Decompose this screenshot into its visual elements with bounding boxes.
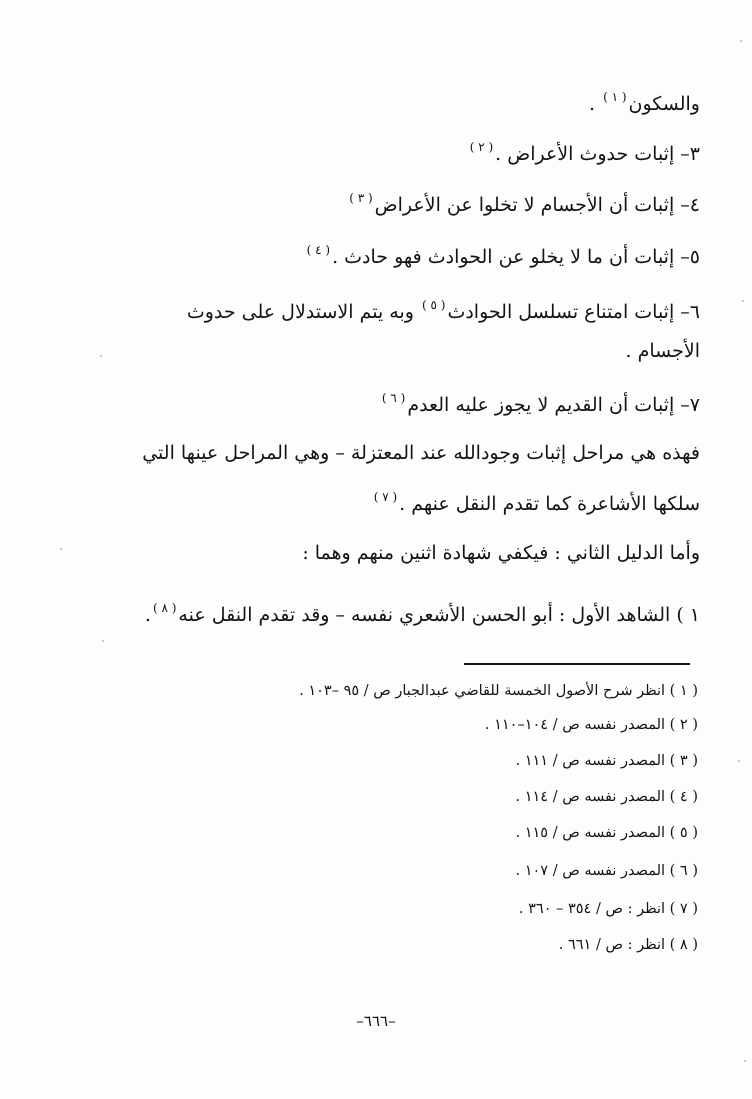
scan-speck [744,1060,746,1062]
footnote-ref-1: ( ١ ) [603,90,627,104]
footnote-ref-2: ( ٢ ) [469,140,494,154]
scan-speck [740,40,742,42]
body-line-3: ٤– إثبات أن الأجسام لا تخلوا عن الأعراض$^{( ٣ )}$ [349,191,700,216]
body-line-9: سلكها الأشاعرة كما تقدم النقل عنهم .$^{( ٧ )}$ [373,490,700,515]
footnote-1: ( ١ ) انظر شرح الأصول الخمسة للقاضي عبدالجبار ص / ٩٥ –١٠٣ . [299,683,698,699]
body-line-5: ٦– إثبات امتناع تسلسل الحوادث$^{( ٥ )}$ وبه يتم الاستدلال على حدوث [186,298,700,323]
body-line-2: ٣– إثبات حدوث الأعراض .$^{( ٢ )}$ [469,140,700,165]
page-number: –٦٦٦– [356,1012,396,1030]
scan-speck [738,760,740,762]
footnote-ref-3: ( ٣ ) [349,191,373,205]
footnote-4: ( ٤ ) المصدر نفسه ص / ١١٤ . [515,789,698,805]
footnote-ref-5: ( ٥ ) [422,298,446,312]
scan-speck [60,548,62,550]
body-line-8: فهذه هي مراحل إثبات وجودالله عند المعتزلة – وهي المراحل عينها التي [142,442,700,464]
body-line-4: ٥– إثبات أن ما لا يخلو عن الحوادث فهو حادث .$^{( ٤ )}$ [306,243,700,268]
footnote-5: ( ٥ ) المصدر نفسه ص / ١١٥ . [515,825,698,841]
footnote-ref-7: ( ٧ ) [373,490,398,504]
body-line-1: والسكون$^{( ١ )}$ . [588,90,700,115]
footnote-separator [464,663,690,665]
footnote-ref-8: ( ٨ ) [152,601,177,615]
footnote-7: ( ٧ ) انظر : ص / ٣٥٤ – ٣٦٠ . [518,901,698,917]
footnote-6: ( ٦ ) المصدر نفسه ص / ١٠٧ . [515,863,698,879]
scan-speck [742,300,744,302]
scan-speck [102,640,104,642]
scan-speck [100,355,102,357]
body-line-11: ١ ) الشاهد الأول : أبو الحسن الأشعري نفسه – وقد تقدم النقل عنه$^{( ٨ )}$. [144,601,700,626]
body-line-10: وأما الدليل الثاني : فيكفي شهادة اثنين منهم وهما : [302,542,700,564]
body-line-6: الأجسام . [625,340,700,362]
footnote-3: ( ٣ ) المصدر نفسه ص / ١١١ . [515,753,698,769]
footnote-2: ( ٢ ) المصدر نفسه ص / ١٠٤–١١٠ . [484,717,698,733]
footnote-ref-6: ( ٦ ) [381,391,406,405]
footnote-8: ( ٨ ) انظر : ص / ٦٦١ . [558,937,698,953]
body-line-7: ٧– إثبات أن القديم لا يجوز عليه العدم$^{( ٦ )}$ [381,391,700,416]
footnote-ref-4: ( ٤ ) [306,243,331,257]
